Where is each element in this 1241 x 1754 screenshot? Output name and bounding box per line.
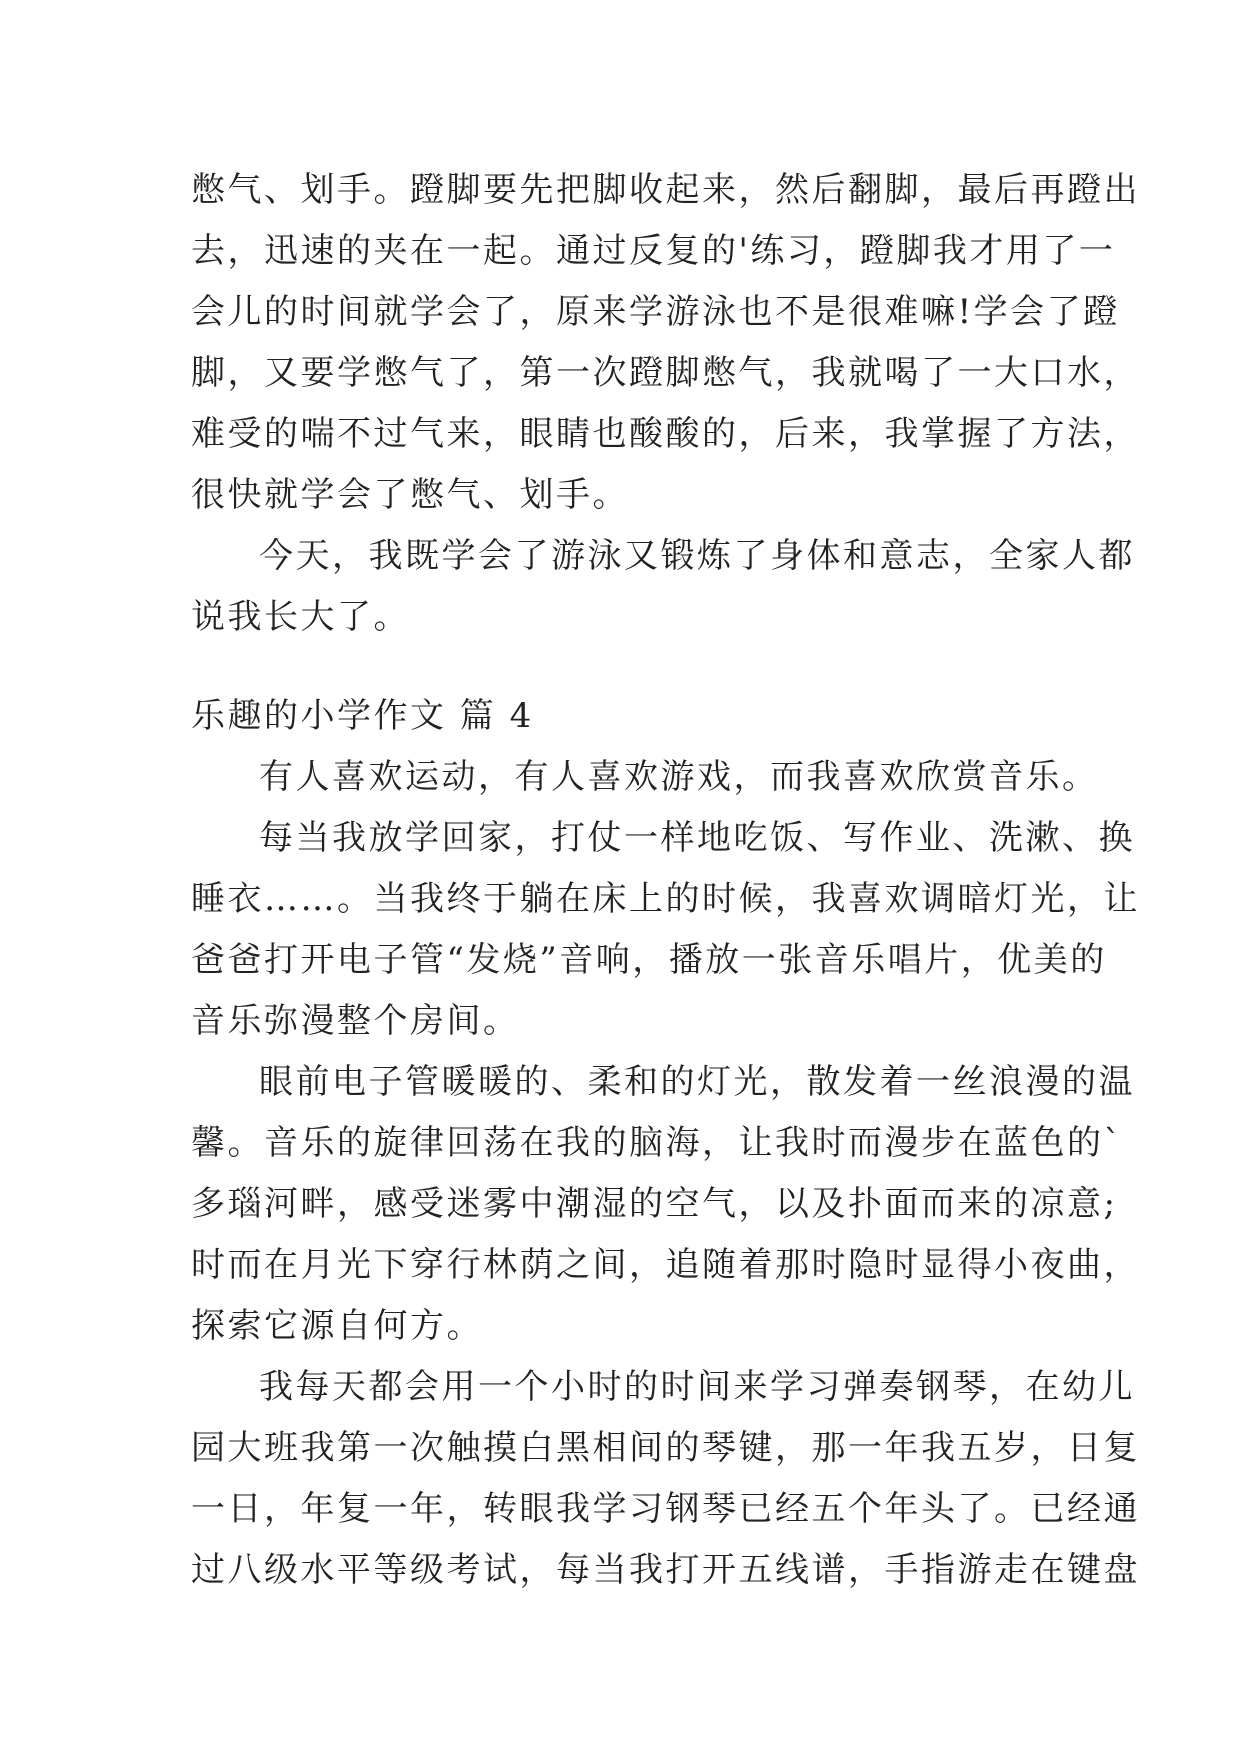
text-line: 一日，年复一年，转眼我学习钢琴已经五个年头了。已经通 — [191, 1489, 1140, 1529]
text-line: 会儿的时间就学会了，原来学游泳也不是很难嘛!学会了蹬 — [191, 292, 1120, 332]
text-line: 脚，又要学憋气了，第一次蹬脚憋气，我就喝了一大口水， — [191, 353, 1140, 393]
essay-3-ending — [191, 160, 1140, 648]
text-line: 我每天都会用一个小时的时间来学习弹奏钢琴，在幼儿 — [259, 1367, 1135, 1407]
text-line: 今天，我既学会了游泳又锻炼了身体和意志，全家人都 — [259, 536, 1135, 576]
paragraph — [191, 747, 1099, 808]
paragraph — [191, 526, 1135, 648]
text-line: 馨。音乐的旋律回荡在我的脑海，让我时而漫步在蓝色的` — [191, 1123, 1123, 1163]
text-line: 说我长大了。 — [191, 597, 410, 637]
document-body — [191, 160, 1140, 1601]
section-title: 乐趣的小学作文 篇 4 — [191, 696, 534, 736]
paragraph — [191, 1052, 1140, 1357]
text-line: 眼前电子管暖暖的、柔和的灯光，散发着一丝浪漫的温 — [259, 1062, 1135, 1102]
text-line: 去，迅速的夹在一起。通过反复的'练习，蹬脚我才用了一 — [191, 231, 1116, 271]
text-line: 憋气、划手。蹬脚要先把脚收起来，然后翻脚，最后再蹬出 — [191, 170, 1140, 210]
text-line: 探索它源自何方。 — [191, 1306, 483, 1346]
text-line: 多瑙河畔，感受迷雾中潮湿的空气，以及扑面而来的凉意; — [191, 1184, 1118, 1224]
text-line: 过八级水平等级考试，每当我打开五线谱，手指游走在键盘 — [191, 1550, 1140, 1590]
text-line: 有人喜欢运动，有人喜欢游戏，而我喜欢欣赏音乐。 — [259, 757, 1099, 797]
paragraph — [191, 1357, 1140, 1601]
text-line: 睡衣……。当我终于躺在床上的时候，我喜欢调暗灯光，让 — [191, 879, 1140, 919]
paragraph — [191, 160, 1140, 526]
text-line: 很快就学会了憋气、划手。 — [191, 475, 629, 515]
text-line: 园大班我第一次触摸白黑相间的琴键，那一年我五岁，日复 — [191, 1428, 1140, 1468]
text-line: 音乐弥漫整个房间。 — [191, 1001, 520, 1041]
text-line: 每当我放学回家，打仗一样地吃饭、写作业、洗漱、换 — [259, 818, 1135, 858]
paragraph — [191, 808, 1140, 1052]
text-line: 难受的喘不过气来，眼睛也酸酸的，后来，我掌握了方法， — [191, 414, 1140, 454]
essay-4-body — [191, 747, 1140, 1601]
text-line: 时而在月光下穿行林荫之间，追随着那时隐时显得小夜曲， — [191, 1245, 1140, 1285]
text-line: 爸爸打开电子管“发烧”音响，播放一张音乐唱片，优美的 — [191, 940, 1107, 980]
